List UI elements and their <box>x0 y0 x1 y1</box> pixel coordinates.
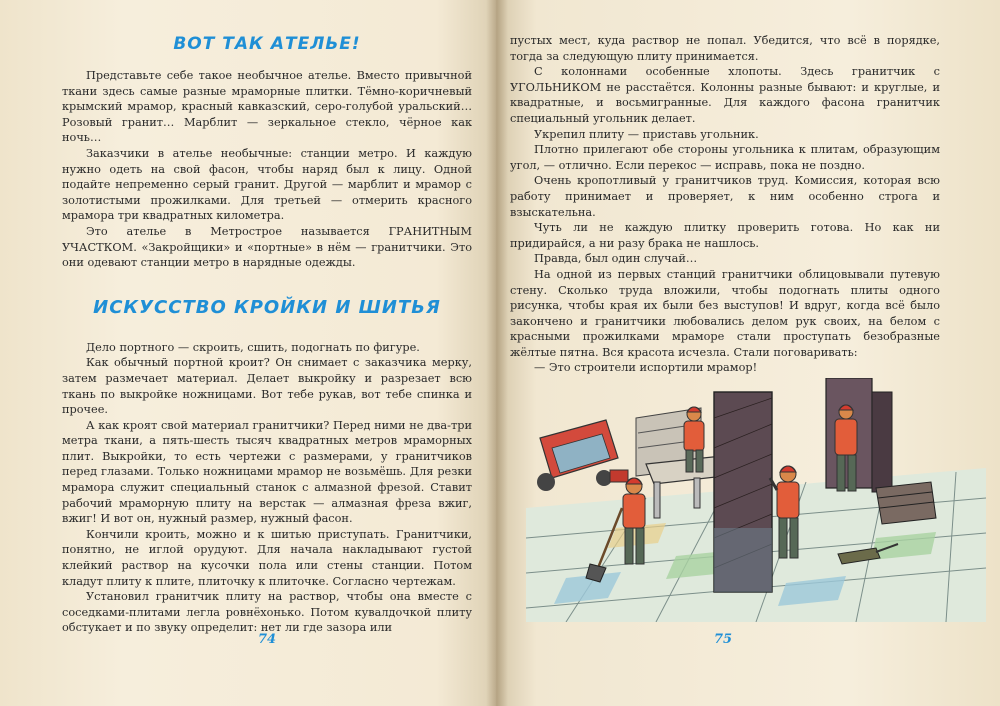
page-number-right: 75 <box>714 632 733 647</box>
paragraph: Плотно прилегают обе стороны угольника к плитам, образующим угол, — отлично. Если перекос — исправь, пока не поздно. <box>510 143 940 172</box>
cutting-machine <box>537 420 628 491</box>
atelier-section <box>62 68 472 271</box>
page-number-left: 74 <box>258 632 277 647</box>
left-page <box>0 0 496 706</box>
paragraph: пустых мест, куда раствор не попал. Убедится, что всё в порядке, тогда за следующую плиту принимается. <box>510 34 940 63</box>
paragraph: Очень кропотливый у гранитчиков труд. Комиссия, которая всю работу принимает и проверяет, к ним особенно строга и взыскательна. <box>510 174 940 219</box>
right-page <box>496 0 1000 706</box>
paragraph: Это ателье в Метрострое называется ГРАНИТНЫМ УЧАСТКОМ. «Закройщики» и «портные» в нём — гранитчики. Это они одевают станции метро в нарядные одежды. <box>62 224 472 270</box>
heading-tailoring: ИСКУССТВО КРОЙКИ И ШИТЬЯ <box>93 296 441 318</box>
paragraph: Чуть ли не каждую плитку проверить готова. Но как ни придирайся, а ни разу брака не нашлось. <box>510 221 940 250</box>
paragraph: А как кроят свой материал гранитчики? Перед ними не два-три метра ткани, а пять-шесть тысяч квадратных метров мраморных плит. Выкройки, то есть чертежи с размерами, у гранитчиков перед глазами. Только ножницами мрамор не возьмёшь. Для резки мрамора служит специальный станок с алмазной фрезой. Ставит рабочий мраморную плиту на верстак — алмазная фреза вжиг, вжиг! И вот он, нужный размер, нужный фасон. <box>62 418 472 526</box>
left-page-column <box>62 34 472 636</box>
paragraph: Заказчики в ателье необычные: станции метро. И каждую нужно одеть на свой фасон, чтобы наряд был к лицу. Одной подайте непременно серый гранит. Другой — марблит и мрамор с золотистыми прожилками. Для третьей — отмерить красного мрамора три квадратных километра. <box>62 146 472 223</box>
paragraph: На одной из первых станций гранитчики облицовывали путевую стену. Сколько труда вложили, чтобы подогнать плиты одного рисунка, чтобы края их были без выступов! И вдруг, когда всё было закончено и гранитчики любовались делом рук своих, на белом с красными прожилками мраморе стали проступать безобразные жёлтые пятна. Вся красота исчезла. Стали поговаривать: <box>510 267 940 359</box>
paragraph: Дело портного — скроить, сшить, подогнать по фигуре. <box>86 340 420 354</box>
paragraph: Укрепил плиту — приставь угольник. <box>534 127 759 141</box>
granite-workers-illustration <box>526 378 986 622</box>
paragraph: Кончили кроить, можно и к шитью приступать. Гранитчики, понятно, не иглой орудуют. Для начала накладывают густой клейкий раствор на кусочки пола или стены станции. Потом кладут плиту к плите, плиточку к плиточке. Согласно чертежам. <box>62 527 472 588</box>
paragraph: Установил гранитчик плиту на раствор, чтобы она вместе с соседками-плитами легла ровнёхонько. Потом кувалдочкой плиту обстукает и по звуку определит: нет ли где зазора или <box>62 590 472 635</box>
marble-column <box>714 392 772 592</box>
tailoring-section <box>62 340 472 636</box>
book-gutter <box>486 0 508 706</box>
paragraph: Правда, был один случай… <box>534 252 698 266</box>
paragraph: Как обычный портной кроит? Он снимает с заказчика мерку, затем размечает материал. Делает выкройку и разрезает всю ткань по выкройке ножницами. Вот тебе рукав, вот тебе спинка и прочее. <box>62 356 472 417</box>
slab-stack <box>876 482 936 524</box>
right-page-column <box>510 33 940 376</box>
heading-atelier: ВОТ ТАК АТЕЛЬЕ! <box>173 34 361 54</box>
paragraph: — Это строители испортили мрамор! <box>534 361 758 375</box>
paragraph: С колоннами особенные хлопоты. Здесь гранитчик с УГОЛЬНИКОМ не расстаётся. Колонны разные бывают: и круглые, и квадратные, и восьмигранные. Для каждого фасона гранитчик специальный угольник делает. <box>510 65 940 125</box>
paragraph: Представьте себе такое необычное ателье. Вместо привычной ткани здесь самые разные мраморные плитки. Тёмно-коричневый крымский мрамор, красный кавказский, серо-голубой уральский… Розовый гранит… Марблит — зеркальное стекло, чёрное как ночь… <box>62 69 472 145</box>
